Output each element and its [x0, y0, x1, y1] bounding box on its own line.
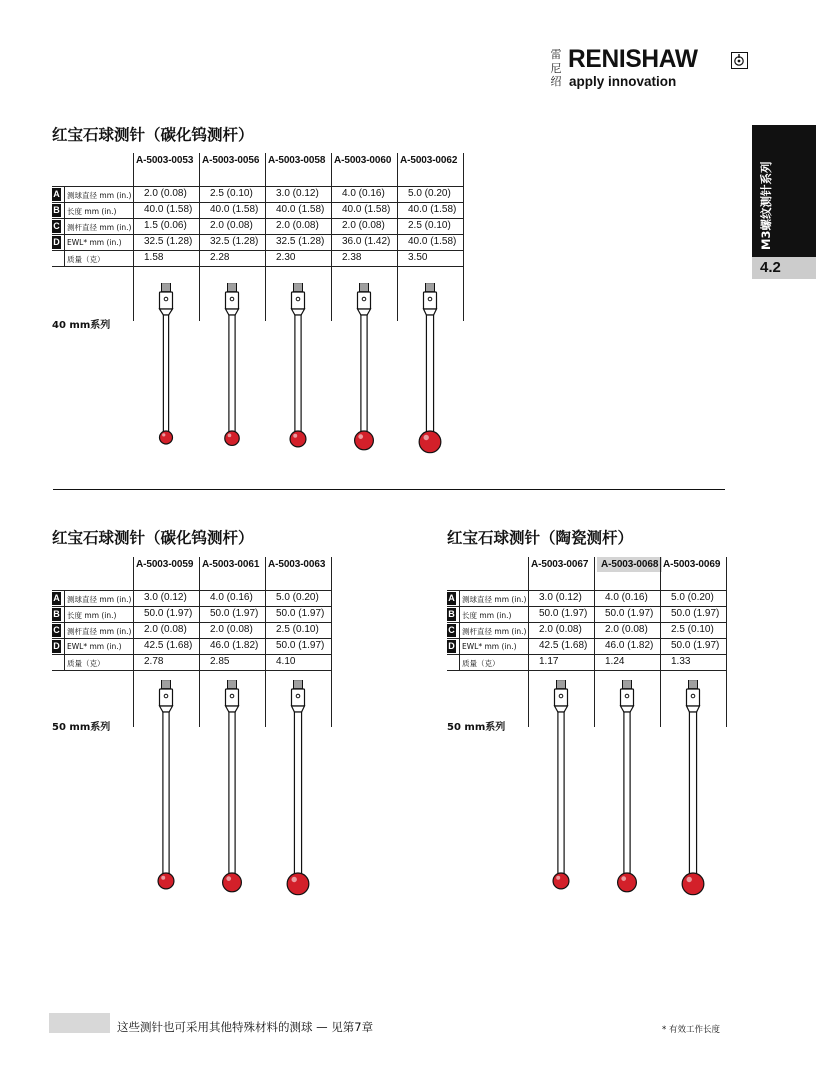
row-letter-c: C	[448, 625, 455, 635]
spec-value: 5.0 (0.20)	[276, 592, 319, 603]
ruby-ball	[287, 873, 309, 895]
part-number: A-5003-0061	[202, 559, 260, 570]
row-label-divider	[64, 590, 65, 670]
stylus-stem	[229, 315, 235, 433]
row-label: 测杆直径 mm (in.)	[67, 223, 132, 232]
spec-value: 5.0 (0.20)	[408, 188, 451, 199]
stylus-illustration	[146, 680, 186, 897]
stylus-taper	[687, 706, 700, 712]
series-label: 50 mm系列	[52, 722, 111, 733]
row-label: 质量（克）	[67, 659, 105, 668]
series-label: 40 mm系列	[52, 320, 111, 331]
spec-value: 2.0 (0.08)	[210, 220, 253, 231]
brand-chinese-name: 雷 尼 绍	[550, 48, 562, 88]
column-divider	[133, 557, 134, 727]
spec-value: 32.5 (1.28)	[210, 236, 259, 247]
series-label: 50 mm系列	[447, 722, 506, 733]
row-label: 长度 mm (in.)	[67, 611, 117, 620]
ball-highlight	[621, 876, 626, 881]
spec-value: 32.5 (1.28)	[144, 236, 193, 247]
row-divider	[447, 622, 726, 623]
column-divider	[331, 557, 332, 727]
row-letter-b: B	[448, 609, 455, 619]
row-divider	[52, 218, 463, 219]
part-number: A-5003-0060	[334, 155, 392, 166]
column-divider	[199, 557, 200, 727]
ball-highlight	[228, 434, 232, 438]
part-number-header	[202, 155, 259, 173]
spec-value: 2.28	[210, 252, 230, 263]
footer-marker	[49, 1013, 110, 1033]
ruby-ball	[553, 873, 569, 889]
spec-value: 50.0 (1.97)	[276, 640, 325, 651]
column-divider	[660, 557, 661, 727]
spec-value: 3.0 (0.12)	[144, 592, 187, 603]
wrench-hole	[296, 694, 300, 698]
spec-value: 2.5 (0.10)	[408, 220, 451, 231]
wrench-hole	[691, 694, 695, 698]
ball-highlight	[556, 876, 560, 880]
row-label: 测杆直径 mm (in.)	[67, 627, 132, 636]
spec-value: 5.0 (0.20)	[671, 592, 714, 603]
chapter-tab-number	[752, 257, 816, 279]
ball-highlight	[358, 434, 363, 439]
stylus-stem	[689, 712, 696, 875]
spec-value: 1.33	[671, 656, 691, 667]
stylus-stem	[229, 712, 235, 875]
spec-value: 50.0 (1.97)	[144, 608, 193, 619]
wrench-hole	[230, 694, 234, 698]
row-divider	[447, 670, 726, 671]
part-number-header	[400, 155, 457, 173]
spec-value: 50.0 (1.97)	[671, 608, 720, 619]
section-title-1: 红宝石球测针（碳化钨测杆）	[52, 126, 254, 144]
spec-value: 4.0 (0.16)	[210, 592, 253, 603]
spec-value: 50.0 (1.97)	[276, 608, 325, 619]
stylus-stem	[426, 315, 433, 433]
spec-value: 50.0 (1.97)	[539, 608, 588, 619]
row-divider	[52, 266, 463, 267]
row-divider	[52, 590, 331, 591]
row-label: 测球直径 mm (in.)	[67, 595, 132, 604]
section-title-2: 红宝石球测针（碳化钨测杆）	[52, 529, 254, 547]
column-divider	[265, 153, 266, 321]
column-divider	[133, 153, 134, 321]
row-label: EWL* mm (in.)	[67, 238, 122, 247]
part-number-header	[531, 559, 588, 577]
spec-value: 2.0 (0.08)	[342, 220, 385, 231]
wrench-hole	[625, 694, 629, 698]
wrench-hole	[164, 297, 168, 301]
row-letter-a: A	[53, 593, 60, 603]
row-label-divider	[459, 590, 460, 670]
column-divider	[331, 153, 332, 321]
row-divider	[52, 622, 331, 623]
ball-highlight	[162, 433, 165, 436]
stylus-taper	[555, 706, 568, 712]
ruby-ball	[290, 431, 306, 447]
ball-highlight	[161, 876, 165, 880]
row-divider	[447, 606, 726, 607]
column-divider	[726, 557, 727, 727]
part-number-header	[268, 559, 325, 577]
ball-highlight	[686, 877, 691, 882]
spec-value: 50.0 (1.97)	[671, 640, 720, 651]
spec-value: 4.0 (0.16)	[605, 592, 648, 603]
row-letter-a: A	[448, 593, 455, 603]
row-label-divider	[64, 186, 65, 266]
part-number: A-5003-0059	[136, 559, 194, 570]
chapter-tab-label: M3螺纹测针系列	[759, 161, 773, 250]
row-divider	[52, 202, 463, 203]
stylus-taper	[424, 309, 437, 315]
ruby-ball	[618, 873, 637, 892]
stylus-illustration	[278, 283, 318, 455]
row-divider	[447, 654, 726, 655]
column-divider	[397, 153, 398, 321]
stylus-stem	[624, 712, 630, 875]
ruby-ball	[158, 873, 174, 889]
stylus-stem	[294, 712, 301, 875]
spec-value: 2.0 (0.08)	[539, 624, 582, 635]
stylus-illustration	[212, 680, 252, 900]
renishaw-logo-icon	[731, 52, 748, 69]
row-divider	[52, 670, 331, 671]
spec-value: 50.0 (1.97)	[210, 608, 259, 619]
wrench-hole	[164, 694, 168, 698]
ruby-ball	[225, 431, 239, 445]
stylus-taper	[621, 706, 634, 712]
section-divider	[53, 489, 725, 490]
row-letter-d: D	[448, 641, 455, 651]
spec-value: 46.0 (1.82)	[605, 640, 654, 651]
spec-value: 2.85	[210, 656, 230, 667]
spec-value: 2.38	[342, 252, 362, 263]
stylus-illustration	[278, 680, 318, 903]
ball-highlight	[226, 876, 231, 881]
spec-value: 2.0 (0.08)	[210, 624, 253, 635]
stylus-illustration	[344, 283, 384, 458]
ball-highlight	[423, 435, 428, 440]
section-number: 4.2	[760, 259, 781, 276]
row-label: 长度 mm (in.)	[462, 611, 512, 620]
footnote-ewl: * 有效工作长度	[662, 1025, 720, 1035]
row-label: 质量（克）	[67, 255, 105, 264]
spec-value: 2.0 (0.08)	[605, 624, 648, 635]
column-divider	[528, 557, 529, 727]
spec-value: 42.5 (1.68)	[539, 640, 588, 651]
spec-value: 1.17	[539, 656, 559, 667]
stylus-taper	[226, 706, 239, 712]
spec-value: 2.5 (0.10)	[210, 188, 253, 199]
stylus-stem	[361, 315, 367, 433]
ball-highlight	[293, 434, 297, 438]
column-divider	[265, 557, 266, 727]
wrench-hole	[559, 694, 563, 698]
stylus-taper	[160, 706, 173, 712]
stylus-taper	[292, 309, 305, 315]
part-number-header	[597, 559, 662, 577]
part-number-header	[663, 559, 720, 577]
spec-value: 2.0 (0.08)	[144, 624, 187, 635]
row-label: 质量（克）	[462, 659, 500, 668]
row-divider	[52, 234, 463, 235]
row-divider	[52, 250, 463, 251]
ruby-ball	[419, 431, 441, 453]
spec-value: 3.50	[408, 252, 428, 263]
row-letter-b: B	[53, 205, 60, 215]
spec-value: 4.0 (0.16)	[342, 188, 385, 199]
ruby-ball	[160, 431, 173, 444]
stylus-stem	[295, 315, 301, 433]
spec-value: 40.0 (1.58)	[408, 236, 457, 247]
brand-logo: RENISHAW	[568, 45, 698, 73]
part-number-header	[202, 559, 259, 577]
wrench-hole	[296, 297, 300, 301]
spec-value: 46.0 (1.82)	[210, 640, 259, 651]
spec-value: 1.24	[605, 656, 625, 667]
stylus-illustration	[212, 283, 252, 453]
row-letter-d: D	[53, 237, 60, 247]
row-label: EWL* mm (in.)	[462, 642, 517, 651]
wrench-hole	[362, 297, 366, 301]
column-divider	[594, 557, 595, 727]
row-divider	[52, 186, 463, 187]
stylus-stem	[558, 712, 564, 875]
spec-value: 40.0 (1.58)	[342, 204, 391, 215]
stylus-stem	[163, 712, 169, 875]
ruby-ball	[223, 873, 242, 892]
column-divider	[463, 153, 464, 321]
part-number-header	[136, 155, 193, 173]
part-number: A-5003-0069	[663, 559, 721, 570]
part-number: A-5003-0058	[268, 155, 326, 166]
row-divider	[447, 638, 726, 639]
spec-value: 1.5 (0.06)	[144, 220, 187, 231]
spec-value: 1.58	[144, 252, 164, 263]
row-label: EWL* mm (in.)	[67, 642, 122, 651]
spec-value: 3.0 (0.12)	[539, 592, 582, 603]
part-number: A-5003-0063	[268, 559, 326, 570]
row-letter-b: B	[53, 609, 60, 619]
row-letter-c: C	[53, 625, 60, 635]
spec-value: 32.5 (1.28)	[276, 236, 325, 247]
row-label: 测杆直径 mm (in.)	[462, 627, 527, 636]
wrench-hole	[428, 297, 432, 301]
stylus-taper	[160, 309, 173, 315]
row-label: 测球直径 mm (in.)	[67, 191, 132, 200]
part-number-header	[334, 155, 391, 173]
part-number: A-5003-0067	[531, 559, 589, 570]
spec-value: 2.5 (0.10)	[276, 624, 319, 635]
stylus-illustration	[410, 283, 450, 461]
spec-value: 40.0 (1.58)	[408, 204, 457, 215]
wrench-hole	[230, 297, 234, 301]
part-number: A-5003-0053	[136, 155, 194, 166]
brand-tagline: apply innovation	[569, 74, 677, 89]
stylus-illustration	[541, 680, 581, 897]
spec-value: 2.0 (0.08)	[144, 188, 187, 199]
row-letter-c: C	[53, 221, 60, 231]
stylus-illustration	[146, 283, 186, 452]
stylus-taper	[292, 706, 305, 712]
spec-value: 36.0 (1.42)	[342, 236, 391, 247]
row-divider	[52, 654, 331, 655]
row-divider	[52, 638, 331, 639]
stylus-taper	[226, 309, 239, 315]
ruby-ball	[355, 431, 374, 450]
row-divider	[52, 606, 331, 607]
spec-value: 2.0 (0.08)	[276, 220, 319, 231]
spec-value: 40.0 (1.58)	[276, 204, 325, 215]
part-number: A-5003-0062	[400, 155, 458, 166]
stylus-stem	[163, 315, 168, 433]
spec-value: 2.78	[144, 656, 164, 667]
ball-highlight	[291, 877, 296, 882]
stylus-taper	[358, 309, 371, 315]
spec-value: 40.0 (1.58)	[210, 204, 259, 215]
stylus-illustration	[607, 680, 647, 900]
spec-value: 2.30	[276, 252, 296, 263]
row-label: 测球直径 mm (in.)	[462, 595, 527, 604]
row-label: 长度 mm (in.)	[67, 207, 117, 216]
spec-value: 40.0 (1.58)	[144, 204, 193, 215]
row-letter-d: D	[53, 641, 60, 651]
spec-value: 3.0 (0.12)	[276, 188, 319, 199]
part-number: A-5003-0068	[597, 557, 662, 572]
spec-value: 4.10	[276, 656, 296, 667]
row-letter-a: A	[53, 189, 60, 199]
stylus-illustration	[673, 680, 713, 903]
row-divider	[447, 590, 726, 591]
ruby-ball	[682, 873, 704, 895]
spec-value: 50.0 (1.97)	[605, 608, 654, 619]
spec-value: 2.5 (0.10)	[671, 624, 714, 635]
footer-text: 这些测针也可采用其他特殊材料的测球 — 见第7章	[117, 1020, 374, 1034]
spec-value: 42.5 (1.68)	[144, 640, 193, 651]
column-divider	[199, 153, 200, 321]
section-title-3: 红宝石球测针（陶瓷测杆）	[447, 529, 634, 547]
part-number: A-5003-0056	[202, 155, 260, 166]
part-number-header	[268, 155, 325, 173]
part-number-header	[136, 559, 193, 577]
